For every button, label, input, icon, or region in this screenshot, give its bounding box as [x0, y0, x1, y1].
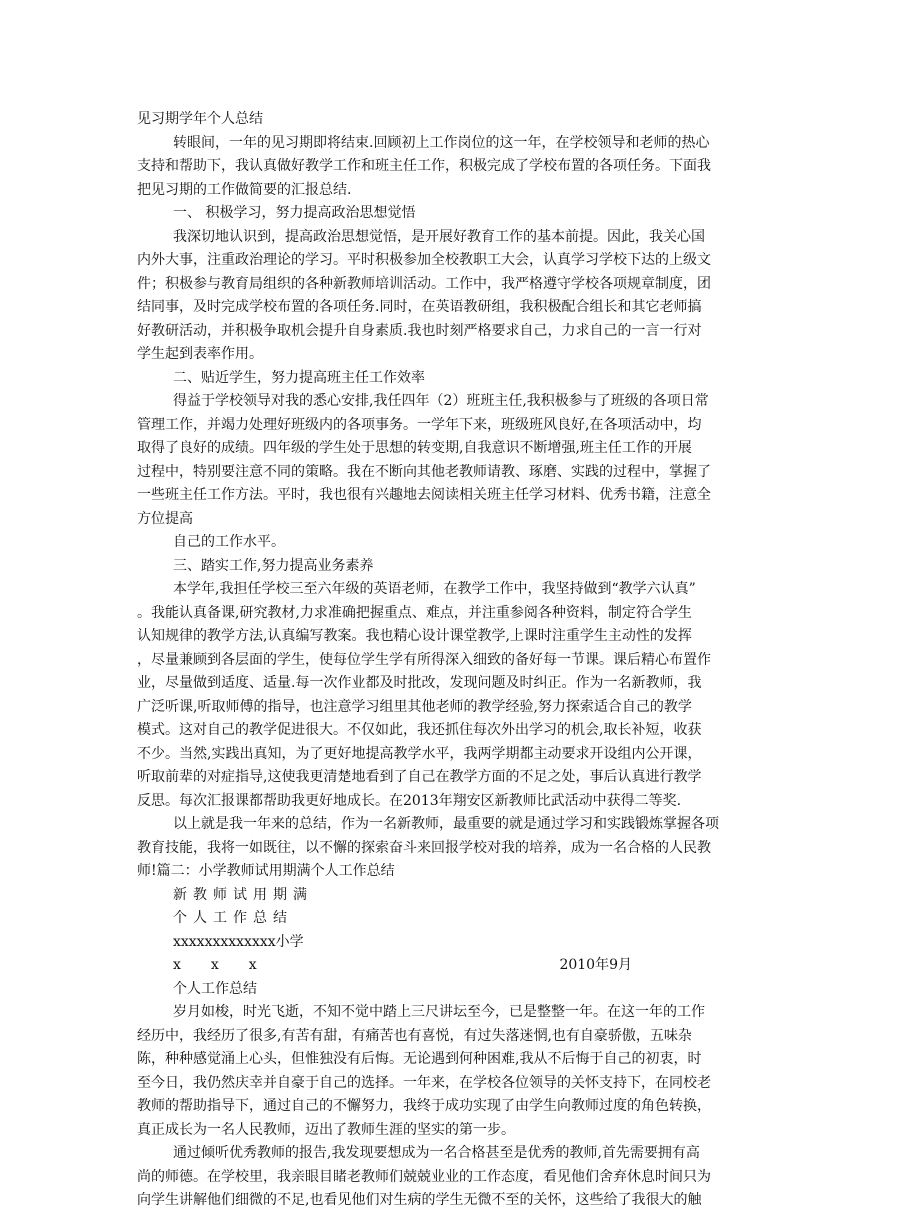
header-line-1: 新教师试用期满	[173, 886, 313, 903]
text-line: 支持和帮助下，我认真做好教学工作和班主任工作，积极完成了学校布置的各项任务。下面我	[137, 158, 711, 174]
text-line: 本学年,我担任学校三至六年级的英语老师，在教学工作中，我坚持做到“教学六认真”	[173, 581, 696, 597]
text-line: 件；积极参与教育局组织的各种新教师培训活动。工作中，我严格遵守学校各项规章制度，团	[137, 275, 711, 292]
text-line: 一、 积极学习，努力提高政治思想觉悟	[173, 205, 416, 221]
text-line: 转眼间，一年的见习期即将结束.回顾初上工作岗位的这一年，在学校领导和老师的热心	[173, 134, 710, 151]
text-line: ，尽量兼顾到各层面的学生，使每位学生学有所得深入细致的备好每一节课。课后精心布置作	[137, 651, 711, 668]
signature-row	[137, 954, 785, 978]
text-line: 至今日，我仍然庆幸并自豪于自己的选择。一年来，在学校各位领导的关怀支持下，在同校老	[137, 1074, 711, 1091]
text-line: 教育技能，我将一如既往，以不懈的探索奋斗来回报学校对我的培养，成为一名合格的人民教	[137, 839, 711, 856]
text-line: 方位提高	[137, 510, 193, 527]
signature-name: xxx	[173, 957, 287, 973]
text-line: 岁月如梭，时光飞逝，不知不觉中踏上三尺讲坛至今，已是整整一年。在这一年的工作	[173, 1004, 705, 1020]
text-line: 教师的帮助指导下，通过自己的不懈努力，我终于成功实现了由学生向教师过度的角色转换，	[137, 1098, 711, 1114]
section-title: 个人工作总结	[173, 980, 257, 997]
text-line: 认知规律的教学方法,认真编写教案。我也精心设计课堂教学,上课时注重学生主动性的发挥	[137, 628, 692, 644]
text-line: 广泛听课,听取师傅的指导，也注意学习组里其他老师的教学经验,努力探索适合自己的教学	[137, 698, 692, 715]
text-line: 见习期学年个人总结	[137, 111, 263, 127]
text-line: 把见习期的工作做简要的汇报总结.	[137, 181, 352, 198]
section-part1	[137, 108, 785, 884]
text-line: 不少。当然,实践出真知，为了更好地提高教学水平，我两学期都主动要求开设组内公开课，	[137, 745, 702, 762]
header-line-2: 个人工作总结	[173, 910, 293, 926]
text-line: 得益于学校领导对我的悉心安排,我任四年（2）班班主任,我积极参与了班级的各项日常	[173, 393, 709, 409]
text-line: 师!篇二：小学教师试用期满个人工作总结	[137, 863, 395, 879]
text-line: 经历中，我经历了很多,有苦有甜，有痛苦也有喜悦，有过失落迷惘,也有自豪骄傲，五味杂	[137, 1027, 692, 1044]
text-line: 模式。这对自己的教学促进很大。不仅如此，我还抓住每次外出学习的机会,取长补短，收获	[137, 722, 702, 738]
signature-date: 2010年9月	[559, 957, 632, 973]
text-line: 取得了良好的成绩。四年级的学生处于思想的转变期,自我意识不断增强,班主任工作的开展	[137, 440, 692, 456]
text-line: 内外大事，注重政治理论的学习。平时积极参加全校教职工大会，认真学习学校下达的上级文	[137, 252, 711, 268]
text-line: 二、贴近学生，努力提高班主任工作效率	[173, 369, 425, 386]
text-line: 以上就是我一年来的总结，作为一名新教师，最重要的就是通过学习和实践锻炼掌握各项	[173, 816, 719, 832]
text-line: 学生起到表率作用。	[137, 346, 263, 362]
text-line: 结同事，及时完成学校布置的各项任务.同时，在英语教研组，我积极配合组长和其它老师搞	[137, 299, 702, 315]
text-line: 三、踏实工作,努力提高业务素养	[173, 557, 374, 574]
school-name: xxxxxxxxxxxxx小学	[173, 933, 304, 950]
text-line: 反思。每次汇报课都帮助我更好地成长。在2013年翔安区新教师比武活动中获得二等奖.	[137, 792, 682, 809]
text-line: 过程中，特别要注意不同的策略。我在不断向其他老教师请教、琢磨、实践的过程中，掌握了	[137, 463, 711, 480]
text-line: 管理工作，并竭力处理好班级内的各项事务。一学年下来，班级班风良好,在各项活动中，均	[137, 416, 702, 433]
text-line: 通过倾听优秀教师的报告,我发现要想成为一名合格甚至是优秀的教师,首先需要拥有高	[173, 1145, 700, 1161]
text-line: 好教研活动，并积极争取机会提升自身素质.我也时刻严格要求自己，力求自己的一言一行对	[137, 322, 702, 339]
text-line: 我深切地认识到，提高政治思想觉悟，是开展好教育工作的基本前提。因此，我关心国	[173, 228, 705, 245]
section-part2	[137, 1001, 785, 1213]
text-line: 听取前辈的对症指导,这使我更清楚地看到了自己在教学方面的不足之处，事后认真进行教学	[137, 769, 702, 785]
document-body	[137, 108, 785, 1213]
text-line: 业，尽量做到适度、适量.每一次作业都及时批改，发现问题及时纠正。作为一名新教师，我	[137, 675, 702, 691]
text-line: 向学生讲解他们细微的不足,也看见他们对生病的学生无微不至的关怀，这些给了我很大的触	[137, 1192, 702, 1208]
text-line: 自己的工作水平。	[173, 534, 285, 550]
text-line: 陈，种种感觉涌上心头，但惟独没有后悔。无论遇到何种困难,我从不后悔于自己的初衷，时	[137, 1051, 702, 1067]
text-line: 尚的师德。在学校里，我亲眼目睹老教师们兢兢业业的工作态度，看见他们舍弃休息时间只为	[137, 1168, 711, 1185]
text-line: 。我能认真备课,研究教材,力求准确把握重点、难点，并注重参阅各种资料，制定符合学生	[137, 604, 692, 621]
text-line: 一些班主任工作方法。平时，我也很有兴趣地去阅读相关班主任学习材料、优秀书籍，注意全	[137, 487, 711, 503]
text-line: 真正成长为一名人民教师，迈出了教师生涯的坚实的第一步。	[137, 1121, 515, 1138]
